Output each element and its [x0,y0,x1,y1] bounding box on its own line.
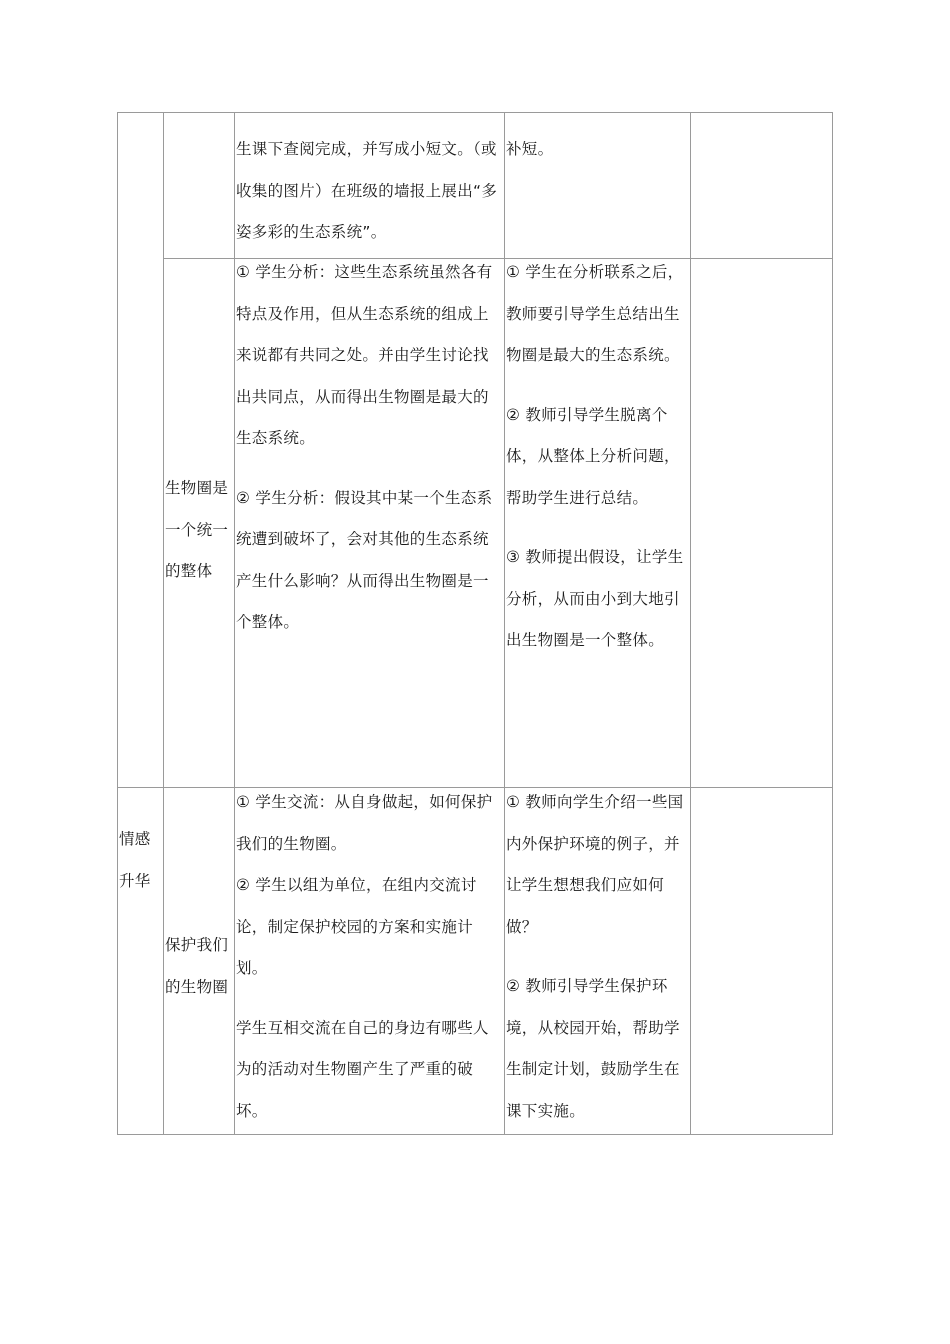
student-activity-text: ② 学生分析：假设其中某一个生态系统遭到破坏了，会对其他的生态系统产生什么影响？从而得出生物圈是一个整体。 [236,488,493,631]
column-divider [234,112,235,1135]
student-activity-cell [236,252,498,644]
topic-cell [165,468,233,593]
teacher-activity-text: ① 学生在分析联系之后，教师要引导学生总结出生物圈是最大的生态系统。 [506,263,684,364]
student-activity-text: ② 学生以组为单位，在组内交流讨论，制定保护校园的方案和实施计划。 [236,876,477,977]
table-border-right [832,112,833,1135]
teacher-activity-cell [506,252,684,662]
topic-text: 生物圈是一个统一的整体 [165,479,229,580]
stage-cell [119,819,161,902]
teacher-activity-text: ② 教师引导学生保护环境，从校园开始，帮助学生制定计划，鼓励学生在课下实施。 [506,977,680,1120]
teacher-activity-text: ③ 教师提出假设，让学生分析，从而由小到大地引出生物圈是一个整体。 [506,548,684,649]
table-border-top [117,112,833,113]
column-divider [504,112,505,1135]
student-activity-text: ① 学生交流：从自身做起，如何保护我们的生物圈。 [236,793,493,853]
student-activity-cell [236,129,498,254]
teacher-activity-cell [506,782,684,1132]
student-activity-text: 学生互相交流在自己的身边有哪些人为的活动对生物圈产生了严重的破坏。 [236,1018,489,1120]
column-divider [163,112,164,1135]
topic-text: 保护我们的生物圈 [165,936,229,996]
teacher-activity-text: 补短。 [506,140,554,158]
table-border-bottom [117,1134,833,1135]
student-activity-cell [236,782,498,1132]
table-border-left [117,112,118,1135]
student-activity-text: ① 学生分析：这些生态系统虽然各有特点及作用，但从生态系统的组成上来说都有共同之处。并由学生讨论找出共同点，从而得出生物圈是最大的生态系统。 [236,263,493,447]
teacher-activity-text: ① 教师向学生介绍一些国内外保护环境的例子，并让学生想想我们应如何做？ [506,793,684,936]
stage-text: 情感升华 [119,830,151,890]
topic-cell [165,925,233,1008]
student-activity-text: 生课下查阅完成，并写成小短文。（或收集的图片）在班级的墙报上展出“多姿多彩的生态系统”。 [236,140,498,241]
column-divider [690,112,691,1135]
teacher-activity-cell [506,129,684,171]
teacher-activity-text: ② 教师引导学生脱离个体，从整体上分析问题，帮助学生进行总结。 [506,405,680,507]
